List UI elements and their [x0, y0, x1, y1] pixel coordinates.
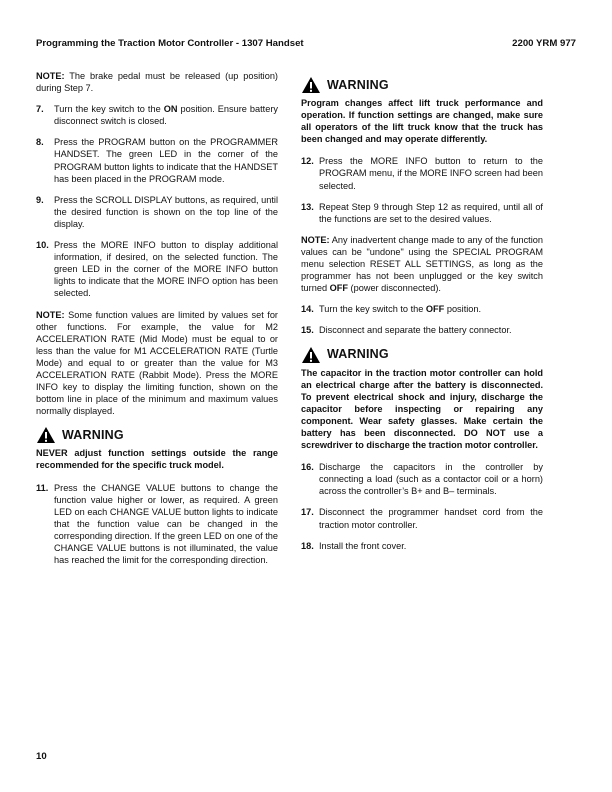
step-text: Disconnect the programmer handset cord from the traction motor controller.: [319, 507, 543, 530]
step-number: 15.: [301, 325, 314, 336]
step-text: Press the CHANGE VALUE buttons to change the function value higher or lower, as required. A green LED on each CHANGE VALUE button lights to indicate that the function value can be changed in the corresponding direction. If the green LED on one of the CHANGE VALUE buttons is not illuminated, the value has reached the limit for the corresponding direction.: [54, 482, 278, 566]
step-number: 13.: [301, 201, 314, 212]
step-text: Turn the key switch to the: [54, 104, 164, 115]
step-number: 14.: [301, 304, 314, 315]
step-number: 17.: [301, 507, 314, 518]
warning-triangle-icon: [301, 346, 321, 364]
warning-text: Program changes affect lift truck performance and operation. If function settings are changed, make sure all operators of the lift truck know that the truck has been changed and may operate differently.: [301, 98, 543, 145]
note-label: NOTE:: [36, 309, 65, 320]
header-title: Programming the Traction Motor Controller - 1307 Handset: [36, 38, 304, 49]
step-16: [301, 461, 543, 497]
note-text: (power disconnected).: [347, 283, 441, 294]
step-text: Press the SCROLL DISPLAY buttons, as required, until the desired function is shown on the top line of the display.: [54, 194, 279, 229]
right-column: [301, 70, 543, 561]
note-emphasis: OFF: [329, 283, 348, 294]
left-column: [36, 70, 278, 575]
page-header: [36, 38, 576, 52]
note-label: NOTE:: [36, 71, 65, 81]
step-number: 8.: [36, 137, 44, 148]
step-text: Press the MORE INFO button to return to the PROGRAM menu, if the MORE INFO screen had been selected.: [319, 156, 543, 191]
step-text: position. Ensure battery disconnect switch is closed.: [54, 104, 278, 127]
warning-label: WARNING: [327, 77, 389, 92]
step-9: [36, 194, 278, 230]
step-17: [301, 506, 543, 530]
step-10: [36, 239, 278, 299]
step-emphasis: OFF: [425, 304, 445, 315]
note-text: Any inadvertent change made to any of the function values can be "undone" using the SPECIAL PROGRAM menu selection RESET ALL SETTINGS, as long as the programmer has not been unplugged or the key switch turned: [301, 234, 543, 294]
warning-heading: [36, 426, 278, 444]
warning-triangle-icon: [301, 76, 321, 94]
step-13: [301, 201, 543, 225]
header-doc-code: 2200 YRM 977: [512, 38, 576, 49]
step-12: [301, 155, 543, 191]
step-number: 9.: [36, 194, 44, 205]
step-number: 10.: [36, 240, 49, 251]
warning-heading: [301, 76, 543, 94]
step-emphasis: ON: [163, 104, 178, 115]
warning-triangle-icon: [36, 426, 56, 444]
page-number: 10: [36, 751, 47, 762]
step-11: [36, 482, 278, 567]
step-15: [301, 324, 543, 336]
warning-heading: [301, 346, 543, 364]
step-text: position.: [444, 304, 482, 315]
note-text: The brake pedal must be released (up position) during Step 7.: [36, 71, 278, 94]
step-14: [301, 303, 543, 315]
step-text: Discharge the capacitors in the controller by connecting a load (such as a contactor coil or a horn) across the controller’s B+ and B– terminals.: [319, 462, 543, 497]
step-number: 12.: [301, 156, 314, 167]
step-7: [36, 103, 278, 127]
step-number: 16.: [301, 462, 314, 473]
step-text: Repeat Step 9 through Step 12 as required, until all of the functions are set to the desired values.: [319, 201, 543, 224]
note-label: NOTE:: [301, 234, 330, 245]
step-text: Press the MORE INFO button to display additional information, if desired, on the selected function. The green LED in the corner of the MORE INFO button lights to indicate that the MORE INFO option has been selected.: [54, 240, 278, 299]
note-brake-pedal: [36, 70, 278, 94]
warning-text: The capacitor in the traction motor controller can hold an electrical charge after the battery is disconnected. To prevent electrical shock and injury, discharge the capacitor before inspecting or repairing any component. Wear safety glasses. Make certain the battery has been disconnected. DO NOT use a screwdriver to discharge the traction motor controller.: [301, 367, 543, 451]
step-18: [301, 540, 543, 552]
step-text: Install the front cover.: [319, 540, 407, 551]
step-text: Press the PROGRAM button on the PROGRAMMER HANDSET. The green LED in the corner of the PROGRAM button lights to indicate that the HANDSET has been placed in the PROGRAM mode.: [54, 137, 278, 184]
note-text: Some function values are limited by values set for other functions. For example, the value for M2 ACCELERATION RATE (Mid Mode) must be equal to or less than the value for M1 ACCELERATION RATE (Turtle Mode) and equal to or greater than the value for M3 ACCELERATION RATE (Rabbit Mode). Press the MORE INFO key to display the limiting function, shown on the bottom line in place of the minimum and maximum values normally displayed.: [36, 309, 278, 417]
step-number: 7.: [36, 104, 44, 115]
step-8: [36, 136, 278, 184]
warning-text: NEVER adjust function settings outside the range recommended for the specific truck model.: [36, 448, 278, 471]
step-number: 18.: [301, 540, 314, 551]
step-text: Disconnect and separate the battery connector.: [319, 325, 512, 336]
note-function-limits: [36, 309, 278, 418]
step-number: 11.: [36, 482, 49, 493]
warning-label: WARNING: [327, 347, 389, 362]
note-undo-changes: [301, 234, 543, 294]
step-text: Turn the key switch to the: [319, 304, 426, 315]
warning-label: WARNING: [62, 428, 124, 443]
